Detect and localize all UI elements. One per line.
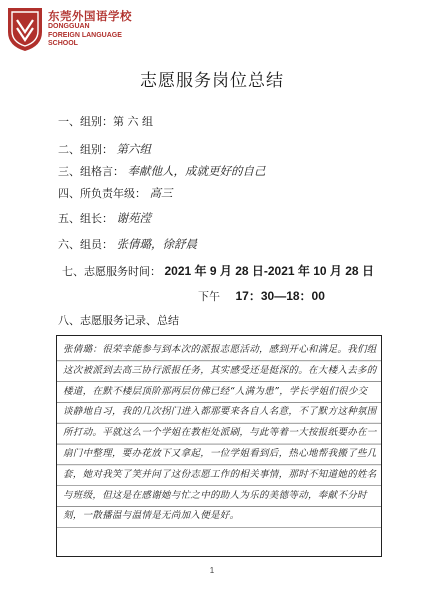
field-row-grade (58, 185, 173, 201)
record-heading: 八、志愿服务记录、总结 (58, 314, 179, 327)
service-hours-prefix: 下午 (198, 290, 220, 303)
record-handwritten-text: 张倩璐：很荣幸能参与到本次的派报志愿活动，感到开心和满足。我们组这次被派到去高三协行派报任务，其实感受还是挺深的。在大楼入去多的楼道，在默不楼层顶阶那两层仿佛已经“人满为患”，学长学姐们很少交谈静地自习，我的几次拐门进入都那要来各自人名意，不了默方这种氛围所打动。平就这么一个学姐在教柜处派刷，与此等着一大按报纸要办在一扇门中整理，要办花放下又拿起，一位学姐看到后，热心地帮我搬了些几套，她对我笑了笑并问了这份志愿工作的相关事情，那时不知道她的姓名与班级，但这是在感谢她与忙之中的助人为乐的美德等动，奉献不分时刻，一散播温与温情是无尚加入便是好。 (63, 344, 377, 522)
school-name-en-line2: FOREIGN LANGUAGE (48, 31, 122, 39)
school-name-en-line3: SCHOOL (48, 40, 78, 48)
field-value-group-name: 第六组 (116, 142, 151, 156)
field-value-motto: 奉献他人，成就更好的自己 (127, 164, 266, 178)
school-name-en (48, 23, 122, 49)
field-value-grade: 高三 (149, 186, 173, 200)
service-hours-row (198, 287, 325, 304)
field-label-motto: 三、组格言： (58, 165, 124, 178)
field-label-group: 一、组别：第 六 组 (58, 115, 153, 128)
field-row-motto (58, 163, 266, 179)
service-date-value: 2021 年 9 月 28 日-2021 年 10 月 28 日 (164, 264, 374, 278)
page-number: 1 (209, 566, 215, 575)
service-hours-value: 17：30—18：00 (235, 289, 325, 303)
school-logo (6, 6, 410, 54)
school-crest-icon (6, 6, 44, 52)
field-row-group (58, 113, 153, 129)
school-name-cn: 东莞外国语学校 (48, 9, 132, 23)
field-value-members: 张倩璐，徐舒晨 (116, 237, 197, 251)
field-row-leader (58, 210, 151, 226)
field-row-group-name (58, 141, 151, 157)
field-row-members (58, 236, 197, 252)
record-box (56, 335, 382, 557)
field-label-group-name: 二、组别： (58, 143, 113, 156)
field-label-grade: 四、所负责年级： (58, 187, 146, 200)
field-value-leader: 谢苑滢 (116, 211, 151, 225)
school-name-en-line1: DONGGUAN (48, 23, 90, 30)
field-label-members: 六、组员： (58, 238, 113, 251)
field-label-leader: 五、组长： (58, 212, 113, 225)
record-heading-row (58, 312, 179, 328)
service-date-row (62, 262, 374, 279)
service-date-label: 七、志愿服务时间： (62, 265, 161, 278)
page-title: 志愿服务岗位总结 (140, 71, 284, 91)
